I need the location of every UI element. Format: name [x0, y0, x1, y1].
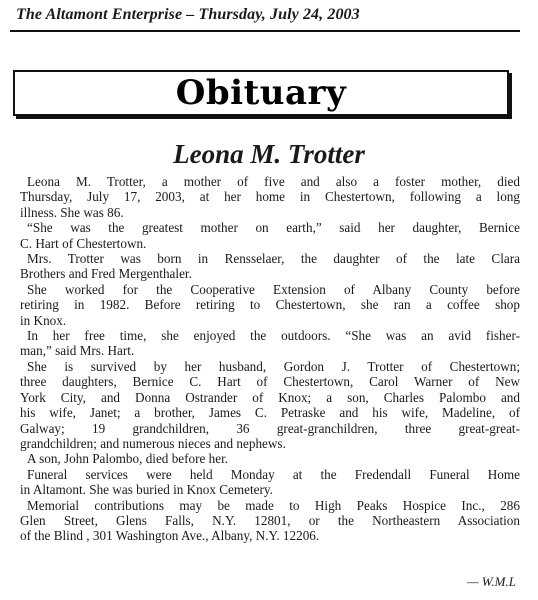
- body-line: Funeral services were held Monday at the Fredendall Funeral Home: [27, 466, 520, 482]
- body-line: She is survived by her husband, Gordon J. Trotter of Chestertown;: [27, 358, 520, 374]
- body-line: in Knox.: [20, 312, 67, 328]
- body-line: “She was the greatest mother on earth,” said her daughter, Bernice: [27, 220, 520, 236]
- body-line: grandchildren; and numerous nieces and nephews.: [20, 435, 286, 451]
- section-header-box: [13, 70, 509, 116]
- body-line: C. Hart of Chestertown.: [20, 235, 147, 251]
- deceased-name: Leona M. Trotter: [173, 139, 365, 169]
- body-line: Brothers and Fred Mergenthaler.: [20, 266, 192, 282]
- body-line: She worked for the Cooperative Extension of Albany County before: [27, 281, 520, 297]
- obituary-body: [20, 174, 520, 544]
- masthead: The Altamont Enterprise – Thursday, July 24, 2003: [16, 6, 360, 23]
- body-line: man,” said Mrs. Hart.: [20, 343, 135, 359]
- masthead-rule: [10, 30, 520, 32]
- section-title: Obituary: [175, 73, 347, 113]
- body-line: Galway; 19 grandchildren, 36 great-granchildren, three great-great-: [20, 420, 520, 436]
- body-line: his wife, Janet; a brother, James C. Petraske and his wife, Madeline, of: [20, 405, 520, 421]
- author-signature: — W.M.L: [466, 574, 516, 589]
- body-line: Glen Street, Glens Falls, N.Y. 12801, or the Northeastern Association: [20, 512, 520, 528]
- body-line: York City, and Donna Ostrander of Knox; a son, Charles Palombo and: [20, 389, 520, 405]
- body-line: illness. She was 86.: [20, 204, 124, 220]
- body-line: three daughters, Bernice C. Hart of Chestertown, Carol Warner of New: [20, 374, 520, 390]
- body-line: of the Blind , 301 Washington Ave., Albany, N.Y. 12206.: [20, 528, 320, 544]
- body-line: in Altamont. She was buried in Knox Cemetery.: [20, 482, 273, 498]
- body-line: Thursday, July 17, 2003, at her home in Chestertown, following a long: [20, 189, 520, 205]
- body-line: A son, John Palombo, died before her.: [27, 451, 229, 467]
- body-line: Leona M. Trotter, a mother of five and also a foster mother, died: [27, 174, 520, 189]
- body-line: retiring in 1982. Before retiring to Chestertown, she ran a coffee shop: [20, 297, 520, 313]
- body-line: Memorial contributions may be made to High Peaks Hospice Inc., 286: [27, 497, 520, 513]
- body-line: In her free time, she enjoyed the outdoors. “She was an avid fisher-: [27, 328, 520, 344]
- body-line: Mrs. Trotter was born in Rensselaer, the daughter of the late Clara: [27, 251, 520, 267]
